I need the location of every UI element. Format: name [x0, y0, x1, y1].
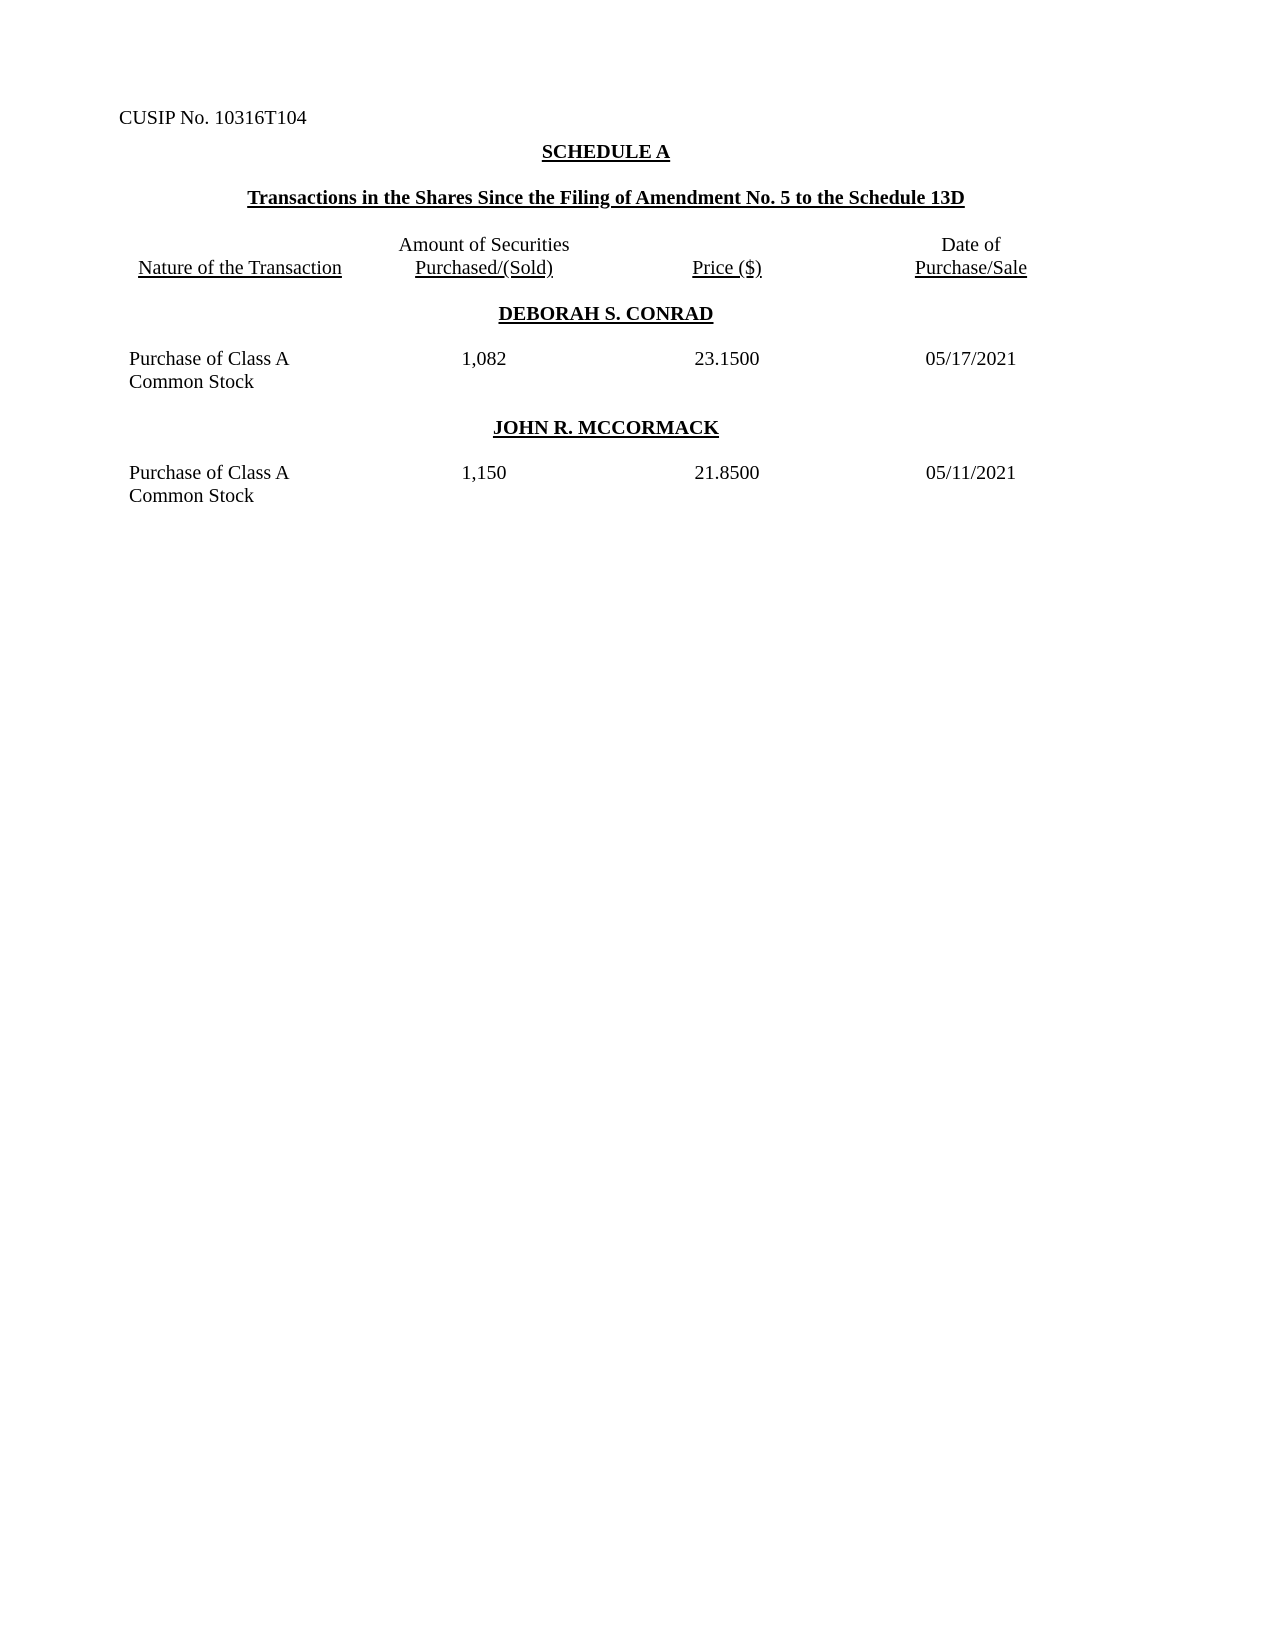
cell-date: 05/11/2021 — [925, 462, 1017, 484]
column-header-nature: Nature of the Transaction — [138, 257, 342, 279]
cell-price: 21.8500 — [694, 462, 760, 484]
cell-price: 23.1500 — [694, 348, 760, 370]
cell-amount: 1,082 — [461, 348, 507, 370]
cusip-number: CUSIP No. 10316T104 — [119, 107, 307, 129]
schedule-subtitle: Transactions in the Shares Since the Filing of Amendment No. 5 to the Schedule 13D — [247, 187, 965, 209]
schedule-title: SCHEDULE A — [541, 141, 671, 163]
group-heading-john-r-mccormack: JOHN R. MCCORMACK — [492, 417, 720, 439]
cell-date: 05/17/2021 — [925, 348, 1017, 370]
column-header-amount: Amount of Securities Purchased/(Sold) — [398, 234, 570, 279]
column-header-date: Date of Purchase/Sale — [914, 234, 1028, 279]
column-header-price: Price ($) — [692, 257, 762, 279]
cell-amount: 1,150 — [461, 462, 507, 484]
cell-nature: Purchase of Class A Common Stock — [129, 462, 290, 507]
cell-nature: Purchase of Class A Common Stock — [129, 348, 290, 393]
group-heading-deborah-s-conrad: DEBORAH S. CONRAD — [498, 303, 714, 325]
